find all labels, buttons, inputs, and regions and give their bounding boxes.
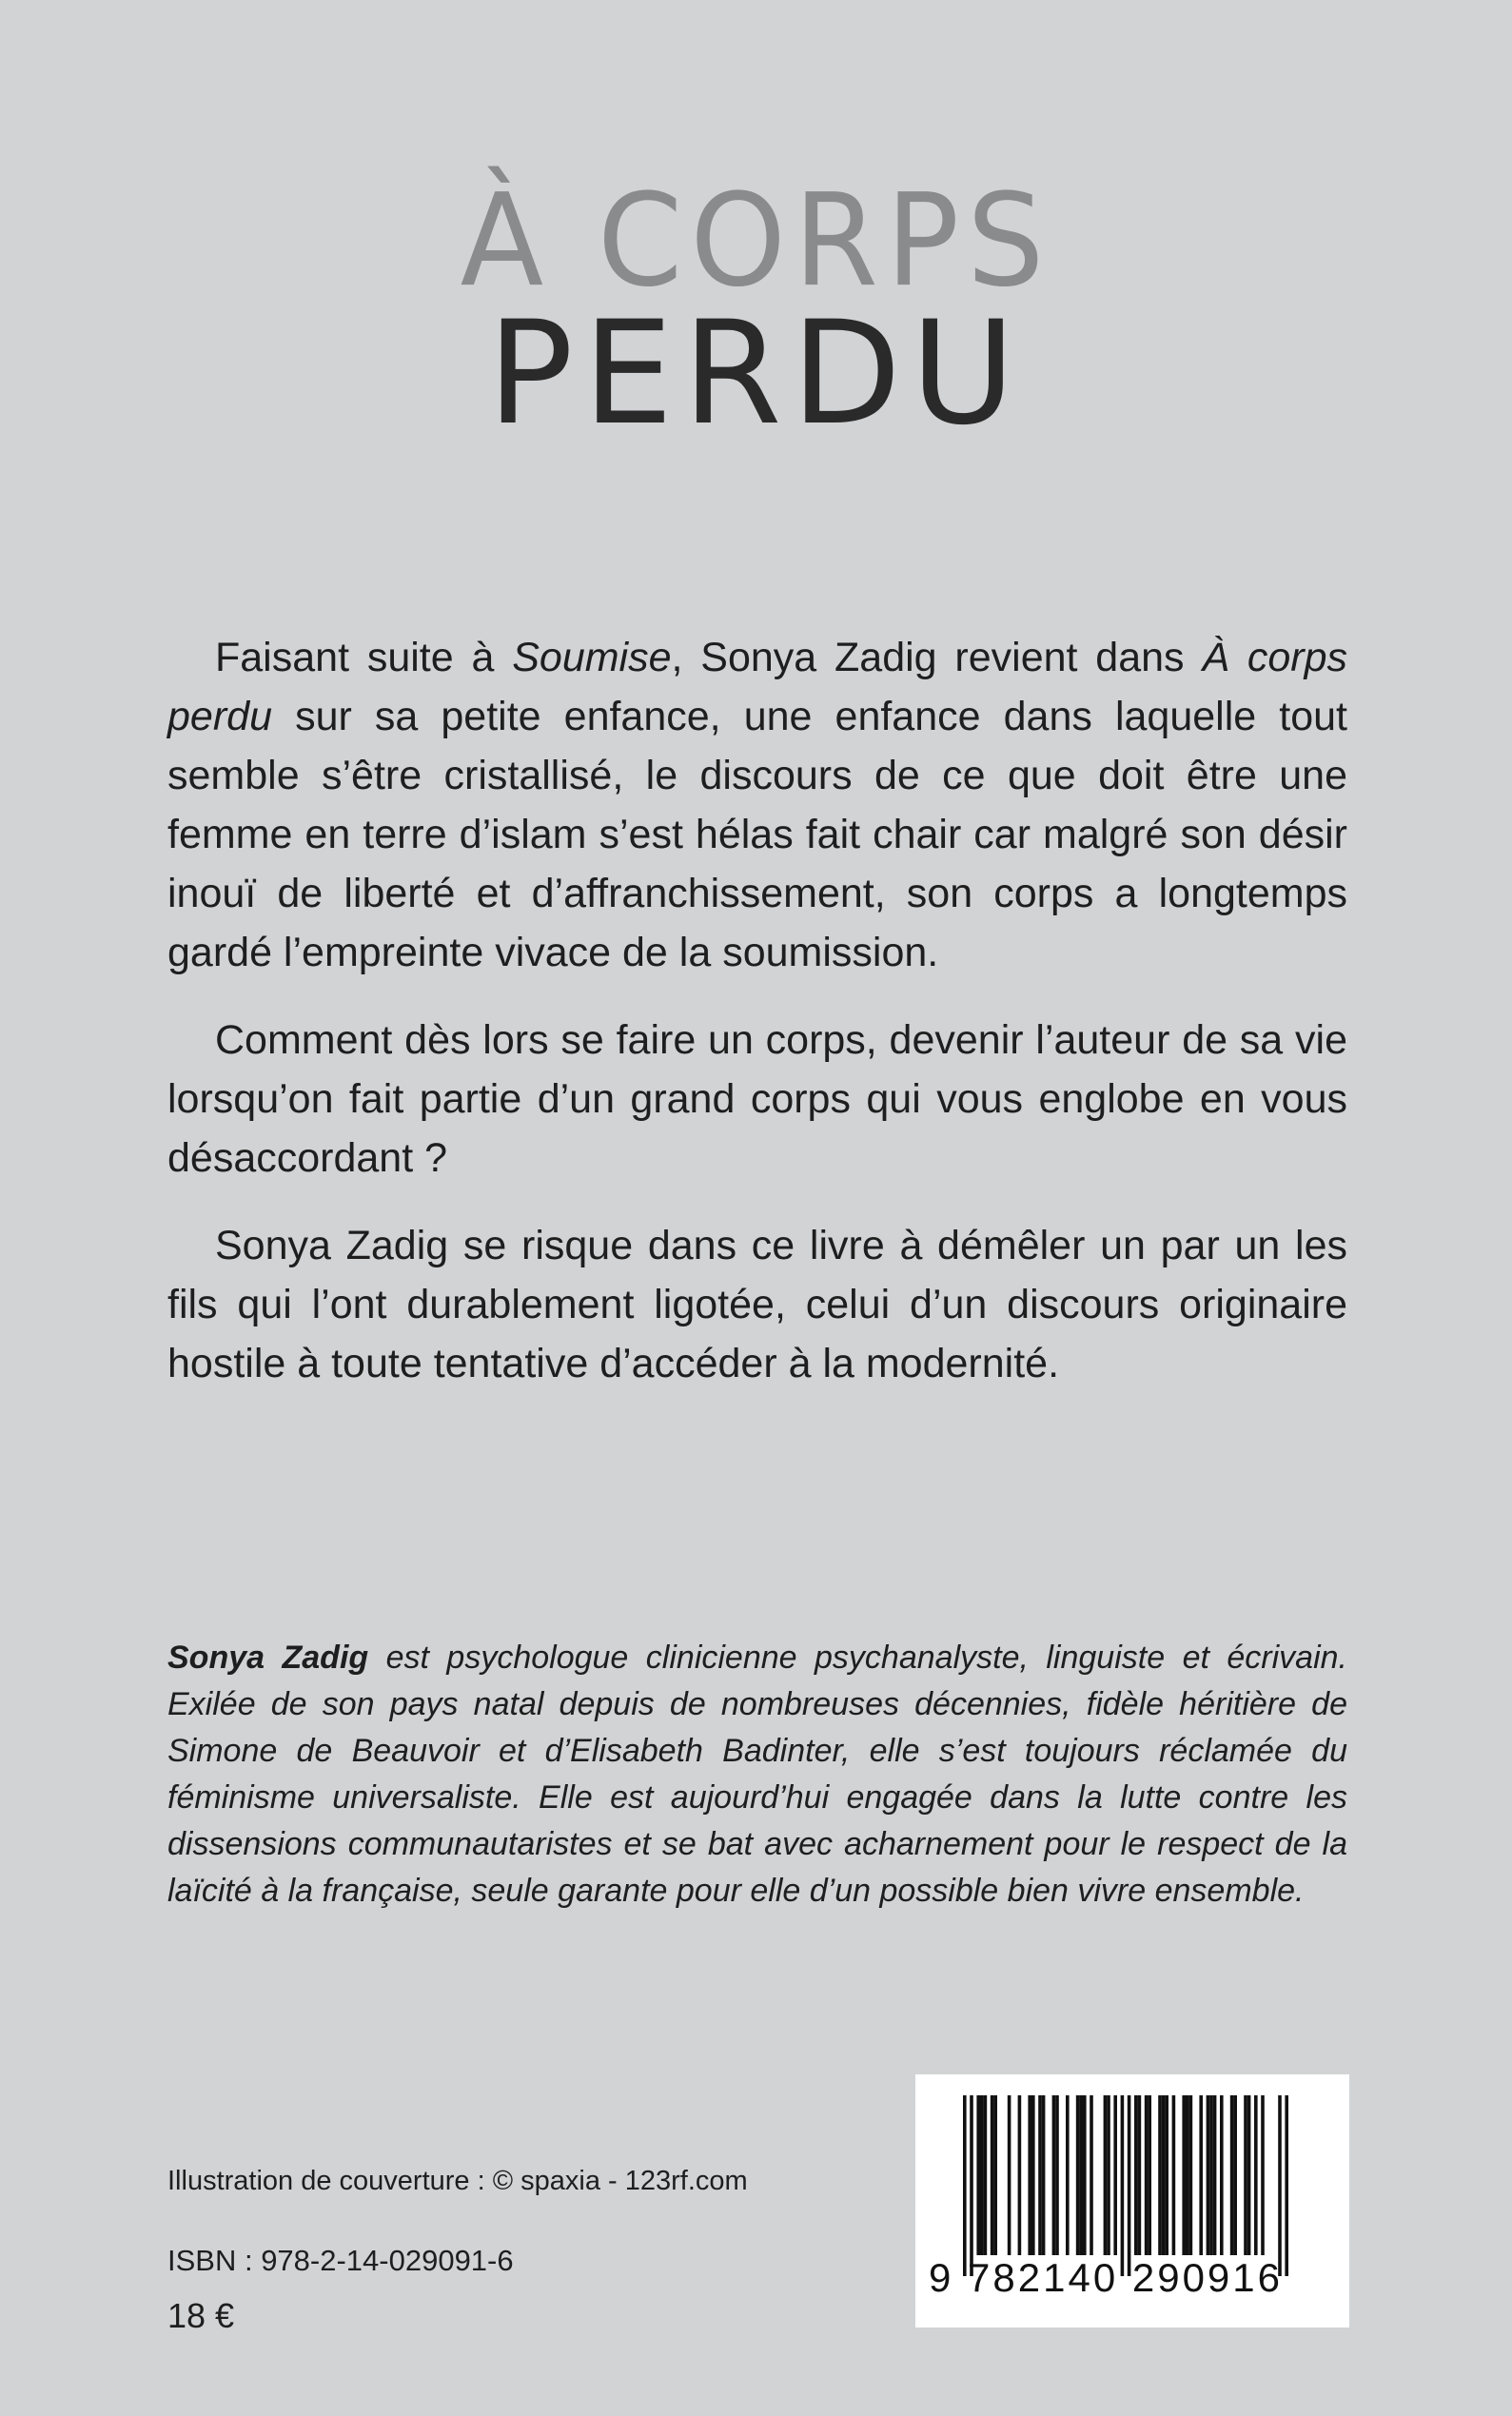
barcode-bar — [1042, 2095, 1046, 2255]
barcode-bar — [1113, 2095, 1117, 2255]
barcode-bar — [1207, 2095, 1210, 2255]
barcode-digits: 9 782140 290916 — [929, 2255, 1283, 2300]
barcode-bar — [1165, 2095, 1168, 2255]
barcode-bar — [1230, 2095, 1234, 2255]
barcode-bar — [1128, 2095, 1131, 2276]
barcode-bar — [1076, 2095, 1080, 2255]
title-line-2: PERDU — [487, 291, 1025, 457]
blurb-text: , Sonya Zadig revient dans — [671, 635, 1203, 680]
barcode-bar — [1220, 2095, 1224, 2255]
author-bio-text: est psychologue clinicienne psychanalyste, linguiste et écrivain. Exilée de son pays natal depuis de nombreuses décennies, fidèle héritière de Simone de Beauvoir et d’Elisabeth Badinter, elle s’est toujours réclamée du féminisme universaliste. Elle est aujourd’hui engagée dans la lutte contre les dissensions communautaristes et se bat avec acharnement pour le respect de la laïcité à la française, seule garante pour elle d’un possible bien vivre ensemble. — [167, 1640, 1348, 1909]
barcode-bar — [1145, 2095, 1149, 2255]
barcode-bar — [1199, 2095, 1203, 2255]
back-cover-blurb — [167, 628, 1347, 1422]
title-line-1: À CORPS — [460, 167, 1052, 316]
barcode-bar — [1172, 2095, 1176, 2255]
barcode-bar — [1134, 2095, 1138, 2255]
barcode — [915, 2074, 1349, 2328]
barcode-bar — [970, 2095, 973, 2276]
barcode-bar — [1008, 2095, 1011, 2255]
blurb-text: Faisant suite à — [215, 635, 513, 680]
barcode-bar — [1055, 2095, 1059, 2255]
barcode-bar — [1138, 2095, 1142, 2255]
barcode-bar — [963, 2095, 967, 2276]
barcode-bar — [1090, 2095, 1093, 2255]
barcode-bar — [991, 2095, 994, 2255]
isbn: ISBN : 978-2-14-029091-6 — [167, 2244, 514, 2277]
barcode-bar — [1254, 2095, 1258, 2255]
barcode-bar — [993, 2095, 997, 2255]
barcode-bar — [1247, 2095, 1251, 2255]
barcode-bar — [1052, 2095, 1056, 2255]
barcode-bar — [1104, 2095, 1108, 2255]
blurb-paragraph-3: Sonya Zadig se risque dans ce livre à démêler un par un les fils qui l’ont durablement ligotée, celui d’un discours originaire hostile à toute tentative d’accéder à la modernité. — [167, 1223, 1347, 1386]
barcode-bar — [1079, 2095, 1083, 2255]
blurb-paragraph-1 — [167, 628, 1347, 982]
book-title-reference: Soumise — [512, 635, 672, 680]
barcode-bar — [1261, 2095, 1265, 2255]
barcode-bar — [1121, 2095, 1125, 2276]
barcode-bar — [1186, 2095, 1189, 2255]
illustration-credit: Illustration de couverture : © spaxia - 123rf.com — [167, 2166, 748, 2196]
barcode-bar — [1278, 2095, 1282, 2276]
barcode-bar — [1148, 2095, 1151, 2255]
barcode-bar — [1107, 2095, 1110, 2255]
barcode-bar — [1213, 2095, 1217, 2255]
barcode-bar — [984, 2095, 988, 2255]
author-name: Sonya Zadig — [167, 1640, 369, 1676]
barcode-bar — [1285, 2095, 1288, 2276]
book-title-reference: À corps perdu — [167, 635, 1348, 739]
barcode-bar — [1244, 2095, 1247, 2255]
barcode-bar — [1158, 2095, 1162, 2255]
author-bio — [167, 1635, 1347, 1915]
barcode-bar — [976, 2095, 980, 2255]
barcode-bar — [1066, 2095, 1070, 2255]
barcode-bar — [1038, 2095, 1042, 2255]
barcode-bar — [980, 2095, 984, 2255]
barcode-bar — [1233, 2095, 1237, 2255]
barcode-bar — [1182, 2095, 1186, 2255]
barcode-bar — [1209, 2095, 1213, 2255]
barcode-bar — [1162, 2095, 1166, 2255]
barcode-bar — [1031, 2095, 1035, 2255]
barcode-bar — [1189, 2095, 1193, 2255]
blurb-text: sur sa petite enfance, une enfance dans laquelle tout semble s’être cristallisé, le discours de ce que doit être une femme en terre d’islam s’est hélas fait chair car malgré son désir inouï de liberté et d’affranchissement, son corps a longtemps gardé l’empreinte vivace de la soumission. — [167, 694, 1347, 975]
barcode-bar — [1018, 2095, 1022, 2255]
barcode-bar — [1083, 2095, 1087, 2255]
price: 18 € — [167, 2296, 235, 2335]
blurb-paragraph-2: Comment dès lors se faire un corps, devenir l’auteur de sa vie lorsqu’on fait partie d’un grand corps qui vous englobe en vous désaccordant ? — [167, 1017, 1347, 1181]
barcode-bar — [1028, 2095, 1031, 2255]
